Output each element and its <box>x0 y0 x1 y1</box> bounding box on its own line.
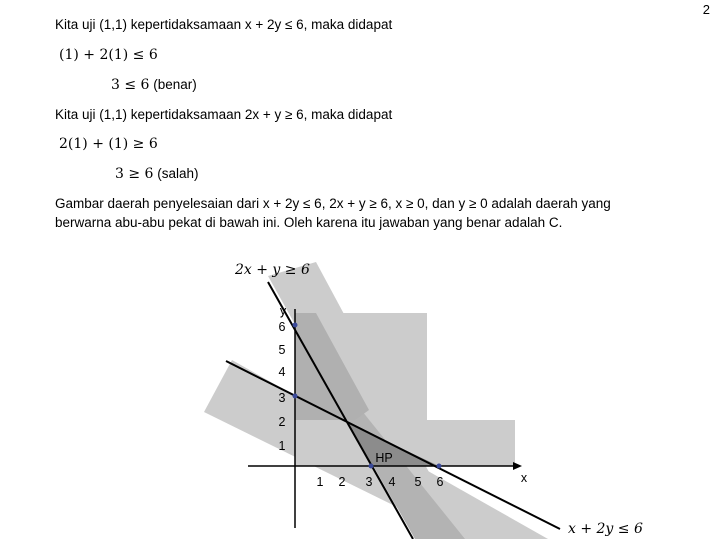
result-inequality: 3 ≤ 6 <box>111 77 150 93</box>
result-inequality: 3 ≥ 6 <box>115 166 154 182</box>
page-number: 2 <box>702 2 710 17</box>
region-label-hp: HP <box>375 451 393 465</box>
text-line-8: berwarna abu-abu pekat di bawah ini. Oleh karena itu jawaban yang benar adalah C. <box>55 215 563 230</box>
x-tick-4: 4 <box>388 475 396 489</box>
text-line-1: Kita uji (1,1) kepertidaksamaan x + 2y ≤ 6, maka didapat <box>55 17 393 32</box>
x-tick-3: 3 <box>365 475 373 489</box>
y-tick-6: 6 <box>278 320 286 334</box>
x-tick-2: 2 <box>338 475 346 489</box>
x-tick-6: 6 <box>436 475 444 489</box>
y-tick-1: 1 <box>278 439 286 453</box>
y-axis-label: y <box>279 304 287 318</box>
text-line-4: Kita uji (1,1) kepertidaksamaan 2x + y ≥ 6, maka didapat <box>55 107 393 122</box>
y-tick-4: 4 <box>278 365 286 379</box>
math-line-2: (1) + 2(1) ≤ 6 <box>59 47 158 63</box>
y-tick-3: 3 <box>278 391 286 405</box>
x-tick-5: 5 <box>414 475 422 489</box>
label-x-plus-2y: x + 2y ≤ 6 <box>568 521 643 537</box>
point-0-3 <box>293 394 298 399</box>
text-line-7: Gambar daerah penyelesaian dari x + 2y ≤ 6, 2x + y ≥ 6, x ≥ 0, dan y ≥ 0 adalah daerah yang <box>55 196 611 211</box>
x-tick-1: 1 <box>316 475 324 489</box>
point-6-0 <box>437 464 442 469</box>
y-tick-2: 2 <box>278 415 286 429</box>
point-3-0 <box>369 464 374 469</box>
x-axis-label: x <box>520 471 528 485</box>
result-status: (salah) <box>157 166 199 181</box>
label-2x-plus-y: 2x + y ≥ 6 <box>235 262 310 278</box>
math-line-5: 2(1) + (1) ≥ 6 <box>59 136 158 152</box>
x-axis-arrow <box>513 462 522 470</box>
result-status: (benar) <box>153 77 197 92</box>
point-0-6 <box>293 323 298 328</box>
y-tick-5: 5 <box>278 343 286 357</box>
